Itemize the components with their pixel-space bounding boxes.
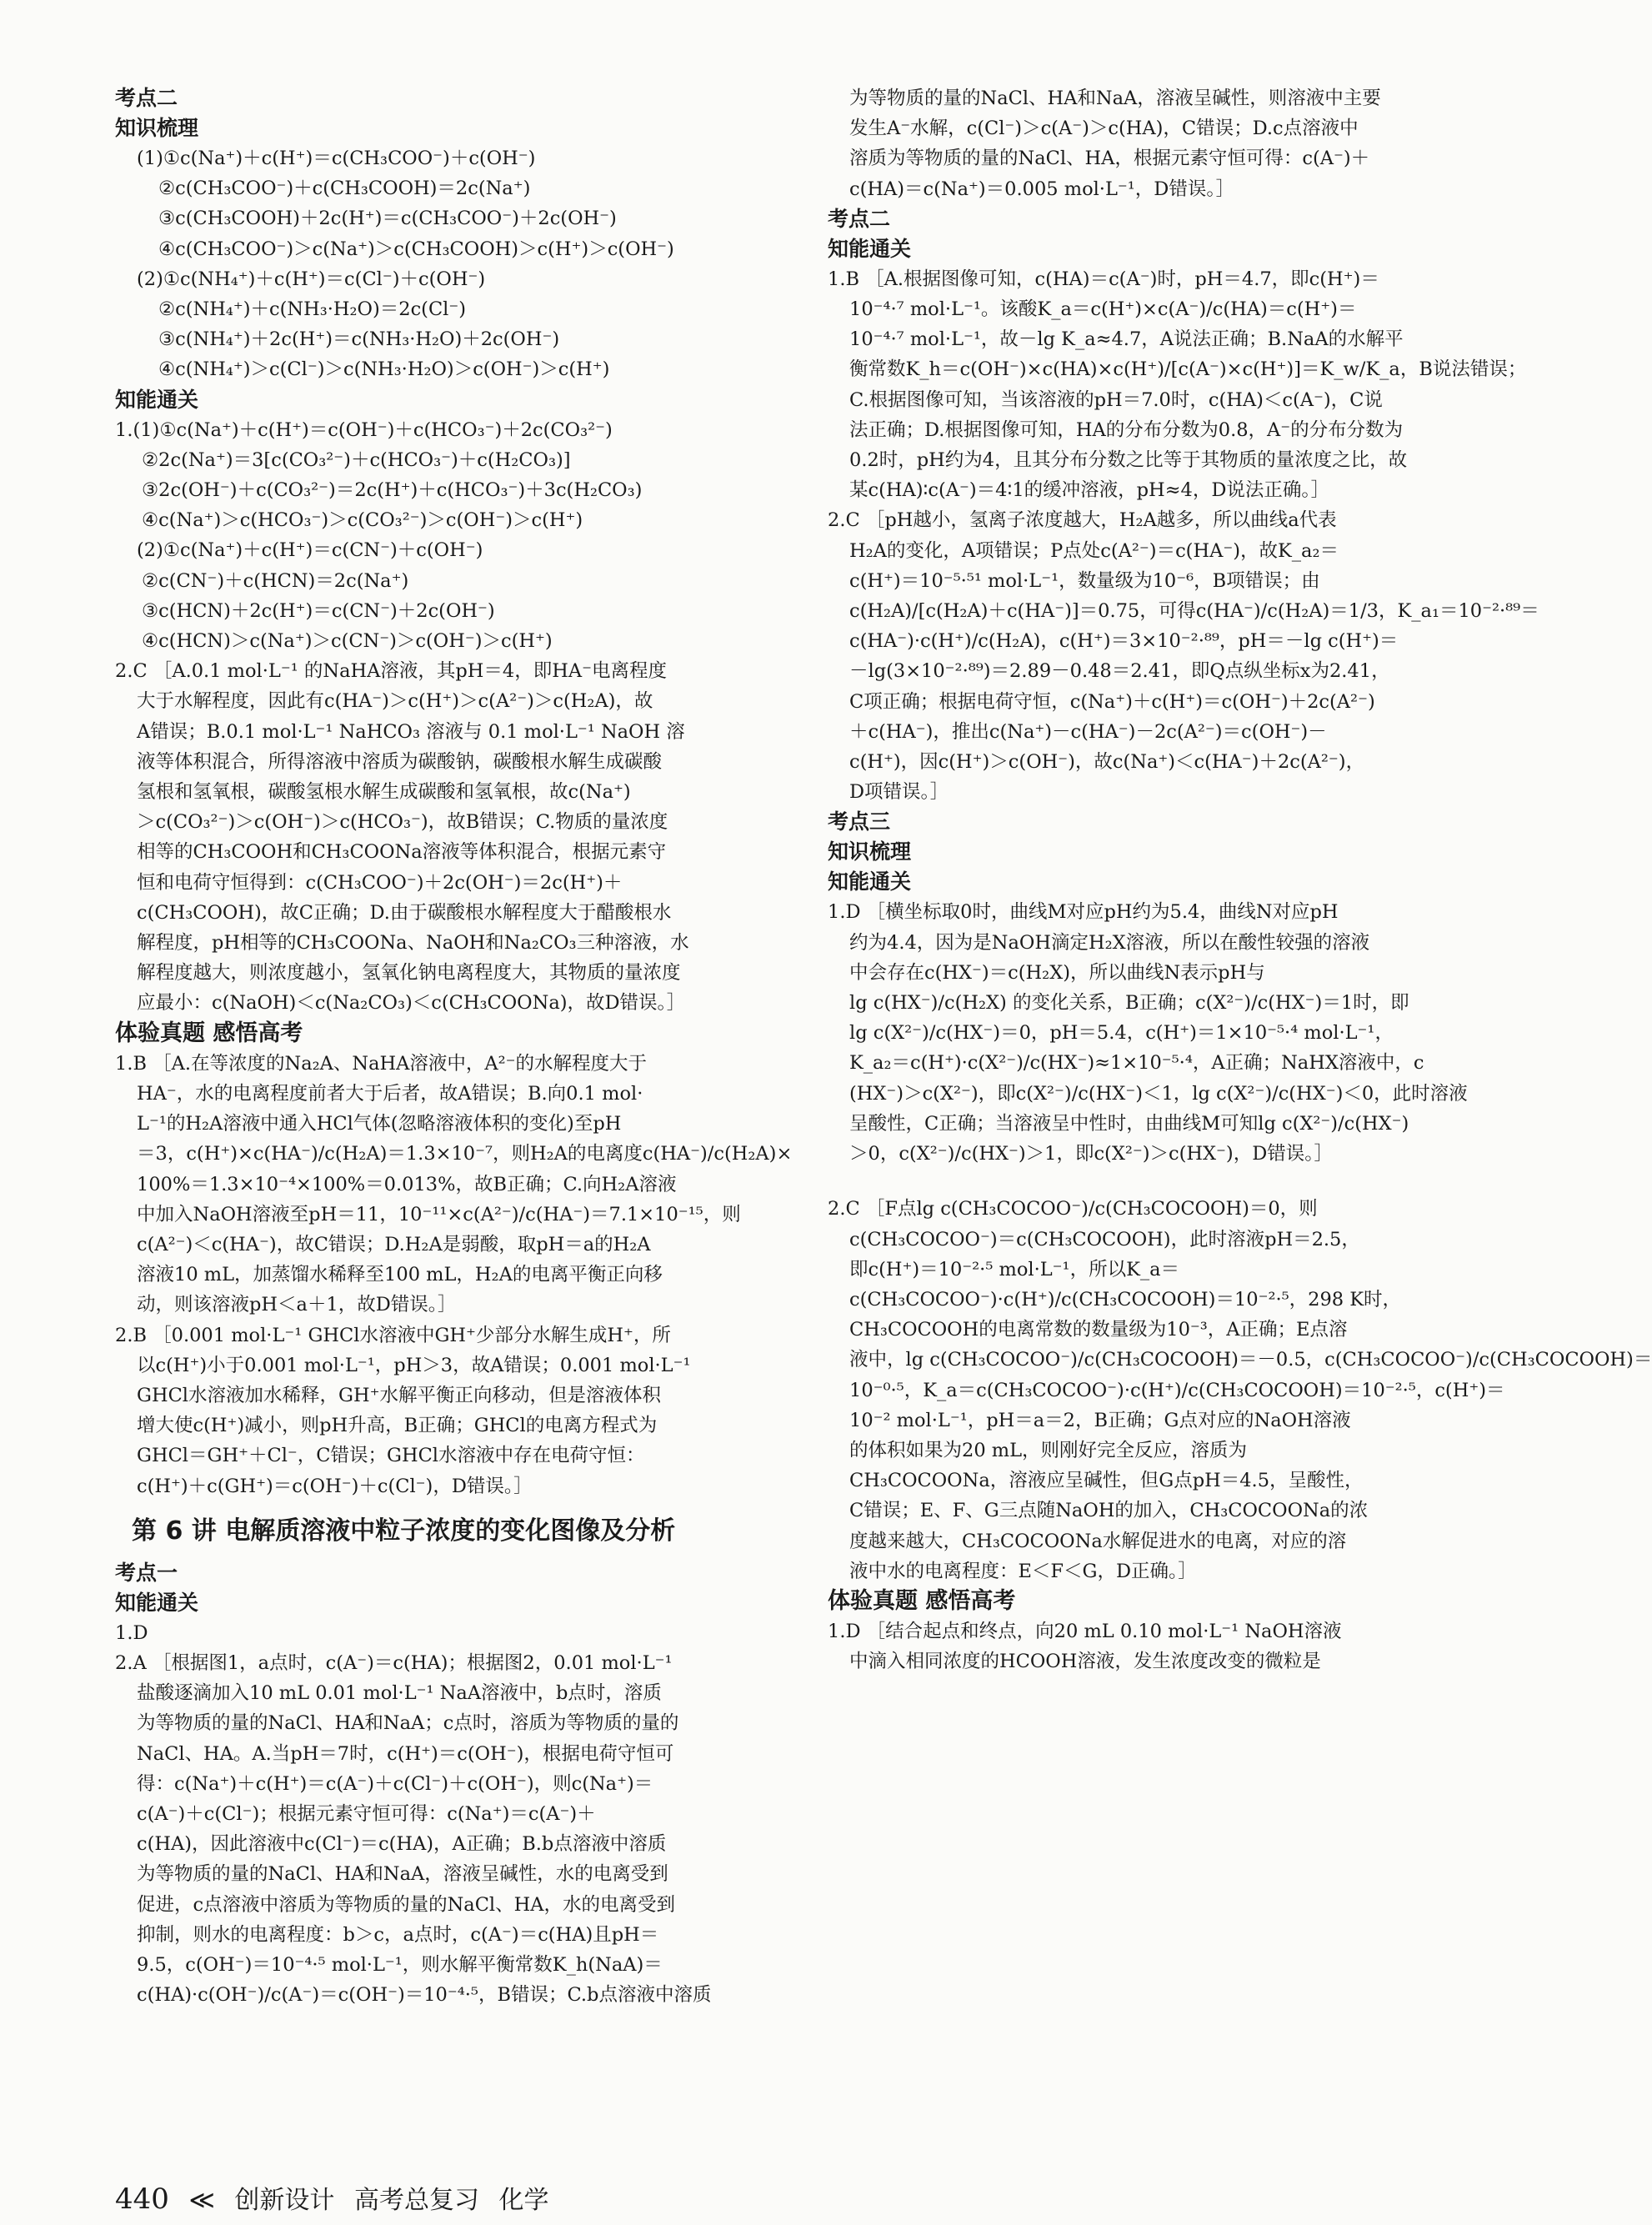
- text-line: 2.C ［pH越小，氢离子浓度越大，H₂A越多，所以曲线a代表: [828, 509, 1337, 532]
- text-line: NaCl、HA。A.当pH＝7时，c(H⁺)＝c(OH⁻)，根据电荷守恒可: [137, 1742, 674, 1765]
- text-line: c(CH₃COCOO⁻)·c(H⁺)/c(CH₃COCOOH)＝10⁻²·⁵，298 K时，: [849, 1288, 1402, 1310]
- section-heading: 体验真题 感悟高考: [828, 1587, 1016, 1614]
- text-line: c(HA)＝c(Na⁺)＝0.005 mol·L⁻¹，D错误。］: [849, 178, 1235, 200]
- text-line: L⁻¹的H₂A溶液中通入HCl气体(忽略溶液体积的变化)至pH: [137, 1113, 622, 1135]
- text-line: C项正确；根据电荷守恒，c(Na⁺)＋c(H⁺)＝c(OH⁻)＋2c(A²⁻): [849, 690, 1375, 713]
- text-line: A错误；B.0.1 mol·L⁻¹ NaHCO₃ 溶液与 0.1 mol·L⁻¹ NaOH 溶: [137, 720, 685, 743]
- text-line: 氢根和氢氧根，碳酸氢根水解生成碳酸和氢氧根，故c(Na⁺): [137, 781, 631, 804]
- text-line: 溶液10 mL，加蒸馏水稀释至100 mL，H₂A的电离平衡正向移: [137, 1264, 663, 1286]
- text-line: c(A²⁻)＜c(HA⁻)，故C错误；D.H₂A是弱酸，取pH＝a的H₂A: [137, 1233, 651, 1255]
- subsection-heading: 知能通关: [115, 1590, 199, 1615]
- text-line: ④c(CH₃COO⁻)＞c(Na⁺)＞c(CH₃COOH)＞c(H⁺)＞c(OH⁻): [158, 238, 674, 260]
- text-line: ④c(HCN)＞c(Na⁺)＞c(CN⁻)＞c(OH⁻)＞c(H⁺): [142, 630, 553, 653]
- text-line: 液中，lg c(CH₃COCOO⁻)/c(CH₃COCOOH)＝－0.5，c(CH₃COCOO⁻)/c(CH₃COCOOH)＝: [849, 1349, 1652, 1371]
- text-line: c(HA)，因此溶液中c(Cl⁻)＝c(HA)，A正确；B.b点溶液中溶质: [137, 1833, 667, 1856]
- text-line: lg c(X²⁻)/c(HX⁻)＝0，pH＝5.4，c(H⁺)＝1×10⁻⁵·⁴ mol·L⁻¹，: [849, 1022, 1394, 1045]
- text-line: (HX⁻)＞c(X²⁻)，即c(X²⁻)/c(HX⁻)＜1，lg c(X²⁻)/c(HX⁻)＜0，此时溶液: [849, 1082, 1468, 1105]
- text-line: ③c(HCN)＋2c(H⁺)＝c(CN⁻)＋2c(OH⁻): [142, 599, 495, 622]
- text-line: (1)①c(Na⁺)＋c(H⁺)＝c(CH₃COO⁻)＋c(OH⁻): [137, 148, 536, 169]
- answer-block: [115, 1618, 782, 2011]
- answer-block: [828, 264, 1539, 808]
- section-heading: 考点一: [115, 1560, 178, 1585]
- answer-block: [828, 1616, 1494, 1676]
- text-line: 某c(HA)∶c(A⁻)＝4∶1的缓冲溶液，pH≈4，D说法正确。］: [849, 479, 1330, 502]
- spacer: [828, 1169, 1494, 1194]
- text-line: 即c(H⁺)＝10⁻²·⁵ mol·L⁻¹，所以K_a＝: [849, 1258, 1180, 1280]
- text-line: 盐酸逐滴加入10 mL 0.01 mol·L⁻¹ NaA溶液中，b点时，溶质: [137, 1682, 662, 1705]
- text-line: 恒和电荷守恒得到：c(CH₃COO⁻)＋2c(OH⁻)＝2c(H⁺)＋: [137, 871, 623, 894]
- subsection-heading: 知能通关: [828, 869, 912, 895]
- text-line: 增大使c(H⁺)减小，则pH升高，B正确；GHCl的电离方程式为: [137, 1415, 658, 1437]
- text-line: 大于水解程度，因此有c(HA⁻)＞c(H⁺)＞c(A²⁻)＞c(H₂A)，故: [137, 690, 653, 713]
- text-line: 1.B ［A.根据图像可知，c(HA)＝c(A⁻)时，pH＝4.7，即c(H⁺)＝: [828, 268, 1379, 290]
- subsection-heading: 知能通关: [828, 236, 912, 261]
- text-line: ③c(NH₄⁺)＋2c(H⁺)＝c(NH₃·H₂O)＋2c(OH⁻): [158, 328, 560, 351]
- text-line: ②2c(Na⁺)＝3[c(CO₃²⁻)＋c(HCO₃⁻)＋c(H₂CO₃)]: [142, 449, 571, 471]
- text-line: 呈酸性，C正确；当溶液呈中性时，由曲线M可知lg c(X²⁻)/c(HX⁻): [849, 1112, 1409, 1135]
- text-line: 得：c(Na⁺)＋c(H⁺)＝c(A⁻)＋c(Cl⁻)＋c(OH⁻)，则c(Na⁺)＝: [137, 1772, 653, 1795]
- text-line: c(HA)·c(OH⁻)/c(A⁻)＝c(OH⁻)＝10⁻⁴·⁵，B错误；C.b点溶液中溶质: [137, 1984, 712, 2007]
- text-line: c(HA⁻)·c(H⁺)/c(H₂A)，c(H⁺)＝3×10⁻²·⁸⁹，pH＝－lg c(H⁺)＝: [849, 630, 1399, 653]
- text-line: 约为4.4，因为是NaOH滴定H₂X溶液，所以在酸性较强的溶液: [849, 931, 1370, 954]
- subsection-heading: 知识梳理: [828, 839, 912, 864]
- section-heading: 体验真题 感悟高考: [115, 1020, 303, 1046]
- text-line: D项错误。］: [849, 781, 949, 804]
- text-line: 为等物质的量的NaCl、HA和NaA，溶液呈碱性，则溶液中主要: [849, 88, 1381, 109]
- text-line: HA⁻，水的电离程度前者大于后者，故A错误；B.向0.1 mol·: [137, 1082, 643, 1105]
- answer-block: [115, 656, 782, 1018]
- text-line: CH₃COCOOH的电离常数的数量级为10⁻³，A正确；E点溶: [849, 1319, 1348, 1341]
- text-line: c(CH₃COOH)，故C正确；D.由于碳酸根水解程度大于醋酸根水: [137, 901, 672, 924]
- text-line: 解程度，pH相等的CH₃COONa、NaOH和Na₂CO₃三种溶液，水: [137, 932, 689, 955]
- right-column: [828, 83, 1652, 1676]
- text-line: (2)①c(NH₄⁺)＋c(H⁺)＝c(Cl⁻)＋c(OH⁻): [137, 268, 486, 290]
- text-line: 液等体积混合，所得溶液中溶质为碳酸钠，碳酸根水解生成碳酸: [137, 750, 663, 773]
- text-line: 1.D ［结合起点和终点，向20 mL 0.10 mol·L⁻¹ NaOH溶液: [828, 1620, 1342, 1642]
- text-line: ②c(CN⁻)＋c(HCN)＝2c(Na⁺): [142, 569, 409, 592]
- text-line: 解程度越大，则浓度越小，氢氧化钠电离程度大，其物质的量浓度: [137, 962, 681, 985]
- text-line: 2.C ［F点lg c(CH₃COCOO⁻)/c(CH₃COCOOH)＝0，则: [828, 1198, 1318, 1220]
- subsection-heading: 知识梳理: [115, 116, 199, 140]
- text-line: 2.A ［根据图1，a点时，c(A⁻)＝c(HA)；根据图2，0.01 mol·L⁻¹: [115, 1651, 673, 1674]
- text-line: 10⁻⁴·⁷ mol·L⁻¹，故－lg K_a≈4.7，A说法正确；B.NaA的水解平: [849, 328, 1404, 351]
- text-line: c(H⁺)＝10⁻⁵·⁵¹ mol·L⁻¹，数量级为10⁻⁶，B项错误；由: [849, 569, 1320, 592]
- answers-list: [115, 415, 782, 657]
- section-heading: 考点三: [828, 809, 891, 834]
- text-line: 相等的CH₃COOH和CH₃COONa溶液等体积混合，根据元素守: [137, 841, 667, 864]
- text-line: ④c(Na⁺)＞c(HCO₃⁻)＞c(CO₃²⁻)＞c(OH⁻)＞c(H⁺): [142, 509, 583, 532]
- text-line: 液中水的电离程度：E＜F＜G，D正确。］: [849, 1560, 1197, 1582]
- text-line: 法正确；D.根据图像可知，HA的分布分数为0.8，A⁻的分布分数为: [849, 418, 1404, 441]
- text-line: C.根据图像可知，当该溶液的pH＝7.0时，c(HA)＜c(A⁻)，C说: [849, 388, 1383, 411]
- section-heading: 考点二: [115, 86, 178, 110]
- text-line: 2.B ［0.001 mol·L⁻¹ GHCl水溶液中GH⁺少部分水解生成H⁺，所: [115, 1324, 671, 1346]
- text-line: 2.C ［A.0.1 mol·L⁻¹ 的NaHA溶液，其pH＝4，即HA⁻电离程度: [115, 660, 667, 683]
- text-line: 抑制，则水的电离程度：b＞c，a点时，c(A⁻)＝c(HA)且pH＝: [137, 1923, 659, 1946]
- text-line: c(H⁺)＋c(GH⁺)＝c(OH⁻)＋c(Cl⁻)，D错误。］: [137, 1475, 533, 1497]
- text-line: 10⁻² mol·L⁻¹，pH＝a＝2，B正确；G点对应的NaOH溶液: [849, 1409, 1351, 1431]
- answer-block: [828, 83, 1494, 204]
- text-line: CH₃COCOONa，溶液应呈碱性，但G点pH＝4.5，呈酸性，: [849, 1470, 1364, 1492]
- text-line: ③2c(OH⁻)＋c(CO₃²⁻)＝2c(H⁺)＋c(HCO₃⁻)＋3c(H₂CO₃): [142, 479, 643, 502]
- text-line: ③c(CH₃COOH)＋2c(H⁺)＝c(CH₃COO⁻)＋2c(OH⁻): [158, 208, 617, 230]
- text-line: 1.B ［A.在等浓度的Na₂A、NaHA溶液中，A²⁻的水解程度大于: [115, 1052, 648, 1075]
- text-line: 衡常数K_h＝c(OH⁻)×c(HA)×c(H⁺)/[c(A⁻)×c(H⁺)]＝K_w/K_a，B说法错误；: [849, 358, 1527, 381]
- chapter-title: 第 6 讲 电解质溶液中粒子浓度的变化图像及分析: [132, 1516, 676, 1546]
- text-line: 100%＝1.3×10⁻⁴×100%＝0.013%，故B正确；C.向H₂A溶液: [137, 1173, 677, 1195]
- series-name: 创新设计: [234, 2186, 335, 2215]
- text-line: lg c(HX⁻)/c(H₂X) 的变化关系，B正确；c(X²⁻)/c(HX⁻)＝1时，即: [849, 992, 1409, 1015]
- text-line: 中加入NaOH溶液至pH＝11，10⁻¹¹×c(A²⁻)/c(HA⁻)＝7.1×10⁻¹⁵，则: [137, 1203, 741, 1225]
- text-line: 溶质为等物质的量的NaCl、HA，根据元素守恒可得：c(A⁻)＋: [849, 148, 1370, 170]
- book-name: 高考总复习: [353, 2186, 479, 2215]
- text-line: 度越来越大，CH₃COCOONa水解促进水的电离，对应的溶: [849, 1530, 1347, 1552]
- text-line: C错误；E、F、G三点随NaOH的加入，CH₃COCOONa的浓: [849, 1500, 1369, 1522]
- text-line: －lg(3×10⁻²·⁸⁹)＝2.89－0.48＝2.41，即Q点纵坐标x为2.41，: [849, 660, 1390, 683]
- answer-block: [115, 1049, 793, 1501]
- text-line: ＞0，c(X²⁻)/c(HX⁻)＞1，即c(X²⁻)＞c(HX⁻)，D错误。］: [849, 1143, 1333, 1165]
- text-line: ②c(NH₄⁺)＋c(NH₃·H₂O)＝2c(Cl⁻): [158, 298, 467, 321]
- text-line: 10⁻⁴·⁷ mol·L⁻¹。该酸K_a＝c(H⁺)×c(A⁻)/c(HA)＝c(H⁺)＝: [849, 298, 1357, 321]
- text-line: 1.(1)①c(Na⁺)＋c(H⁺)＝c(OH⁻)＋c(HCO₃⁻)＋2c(CO₃²⁻): [115, 418, 613, 441]
- text-line: 1.D: [115, 1621, 148, 1644]
- text-line: 为等物质的量的NaCl、HA和NaA，溶液呈碱性，水的电离受到: [137, 1863, 668, 1886]
- text-line: (2)①c(Na⁺)＋c(H⁺)＝c(CN⁻)＋c(OH⁻): [137, 539, 483, 562]
- text-line: c(H⁺)，因c(H⁺)＞c(OH⁻)，故c(Na⁺)＜c(HA⁻)＋2c(A²⁻)，: [849, 751, 1365, 774]
- text-line: 的体积如果为20 mL，则刚好完全反应，溶质为: [849, 1439, 1248, 1461]
- text-line: ④c(NH₄⁺)＞c(Cl⁻)＞c(NH₃·H₂O)＞c(OH⁻)＞c(H⁺): [158, 358, 610, 381]
- knowledge-list: [115, 143, 782, 385]
- answer-block: [828, 897, 1652, 1586]
- text-line: GHCl水溶液加水稀释，GH⁺水解平衡正向移动，但是溶液体积: [137, 1384, 661, 1406]
- text-line: c(CH₃COCOO⁻)＝c(CH₃COCOOH)，此时溶液pH＝2.5，: [849, 1228, 1360, 1250]
- text-line: 中滴入相同浓度的HCOOH溶液，发生浓度改变的微粒是: [849, 1651, 1321, 1673]
- text-line: GHCl＝GH⁺＋Cl⁻，C错误；GHCl水溶液中存在电荷守恒：: [137, 1445, 645, 1467]
- text-line: 以c(H⁺)小于0.001 mol·L⁻¹，pH＞3，故A错误；0.001 mol·L⁻¹: [137, 1354, 691, 1376]
- text-line: 动，则该溶液pH＜a＋1，故D错误。］: [137, 1294, 457, 1316]
- double-chevron-left-icon: ≪: [188, 2186, 215, 2215]
- text-line: ＋c(HA⁻)，推出c(Na⁺)－c(HA⁻)－2c(A²⁻)＝c(OH⁻)－: [849, 720, 1327, 743]
- page-footer: [115, 2179, 561, 2216]
- text-line: 0.2时，pH约为4，且其分布分数之比等于其物质的量浓度之比，故: [849, 449, 1408, 472]
- text-line: c(A⁻)＋c(Cl⁻)；根据元素守恒可得：c(Na⁺)＝c(A⁻)＋: [137, 1802, 596, 1825]
- text-line: K_a₂＝c(H⁺)·c(X²⁻)/c(HX⁻)≈1×10⁻⁵·⁴，A正确；NaHX溶液中，c: [849, 1052, 1424, 1075]
- subsection-heading: 知能通关: [115, 387, 199, 412]
- page-number: 440: [115, 2182, 169, 2216]
- text-line: c(H₂A)/[c(H₂A)＋c(HA⁻)]＝0.75，可得c(HA⁻)/c(H₂A)＝1/3，K_a₁＝10⁻²·⁸⁹＝: [849, 600, 1539, 623]
- text-line: 中会存在c(HX⁻)＝c(H₂X)，所以曲线N表示pH与: [849, 961, 1265, 984]
- text-line: 10⁻⁰·⁵，K_a＝c(CH₃COCOO⁻)·c(H⁺)/c(CH₃COCOOH)＝10⁻²·⁵，c(H⁺)＝: [849, 1379, 1505, 1401]
- text-line: 发生A⁻水解，c(Cl⁻)＞c(A⁻)＞c(HA)，C错误；D.c点溶液中: [849, 118, 1359, 140]
- text-line: 1.D ［横坐标取0时，曲线M对应pH约为5.4，曲线N对应pH: [828, 901, 1339, 924]
- text-line: ＞c(CO₃²⁻)＞c(OH⁻)＞c(HCO₃⁻)，故B错误；C.物质的量浓度: [137, 811, 668, 834]
- text-line: H₂A的变化，A项错误；P点处c(A²⁻)＝c(HA⁻)，故K_a₂＝: [849, 539, 1339, 562]
- left-column: [115, 83, 793, 2010]
- text-line: ＝3，c(H⁺)×c(HA⁻)/c(H₂A)＝1.3×10⁻⁷，则H₂A的电离度c(HA⁻)/c(H₂A)×: [137, 1143, 793, 1165]
- text-line: ②c(CH₃COO⁻)＋c(CH₃COOH)＝2c(Na⁺): [158, 178, 531, 200]
- text-line: 促进，c点溶液中溶质为等物质的量的NaCl、HA，水的电离受到: [137, 1893, 675, 1916]
- text-line: 应最小：c(NaOH)＜c(Na₂CO₃)＜c(CH₃COONa)，故D错误。］: [137, 992, 686, 1015]
- text-line: 为等物质的量的NaCl、HA和NaA；c点时，溶质为等物质的量的: [137, 1712, 679, 1735]
- section-heading: 考点二: [828, 206, 891, 231]
- text-line: 9.5，c(OH⁻)＝10⁻⁴·⁵ mol·L⁻¹，则水解平衡常数K_h(NaA)＝: [137, 1953, 663, 1976]
- subject-name: 化学: [498, 2186, 549, 2215]
